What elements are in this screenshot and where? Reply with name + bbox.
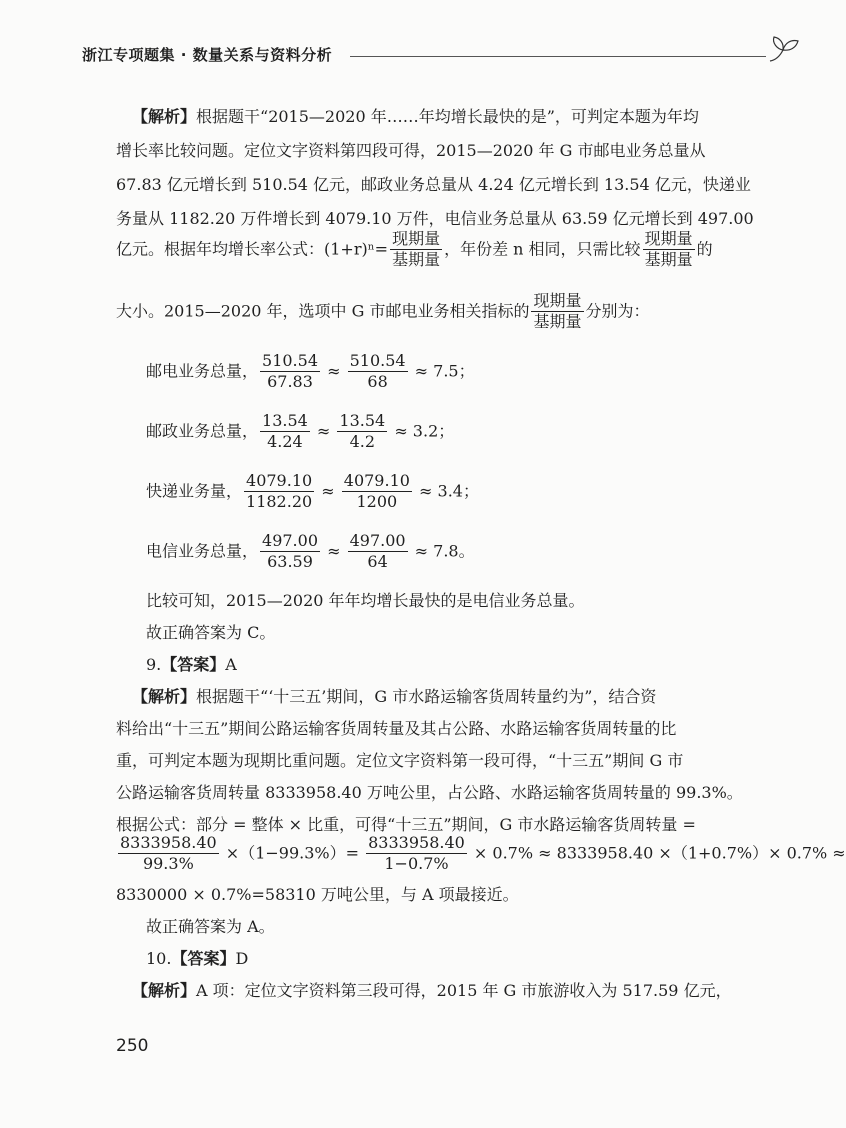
q9-line-2: 料给出“十三五”期间公路运输客货周转量及其占公路、水路运输客货周转量的比 bbox=[116, 719, 677, 738]
calc-postal-telecom: 邮电业务总量， $\frac{510.54}{67.83}$ ≈ $\frac{510.54}{68}$ ≈ 7.5； bbox=[146, 351, 475, 392]
q9-line-4: 公路运输客货周转量 8333958.40 万吨公里，占公路、水路运输客货周转量的 99.3%。 bbox=[116, 783, 743, 802]
q9-line-5: 根据公式：部分 = 整体 × 比重，可得“十三五”期间，G 市水路运输客货周转量 = bbox=[116, 815, 696, 834]
q8-answer-line: 故正确答案为 C。 bbox=[146, 623, 276, 642]
fraction-current-over-base: $\frac{\text{现期量}}{\text{基期量}}$ bbox=[533, 291, 582, 332]
q9-calc-line: $\frac{8333958.40}{99.3\%}$ ×（1−99.3%）= $\frac{8333958.40}{1-0.7\%}$ × 0.7% ≈ 8333958.40 ×（1+0.7%）× 0.7% ≈ bbox=[120, 833, 846, 874]
analysis-label: 【解析】 bbox=[132, 687, 197, 706]
calc-telecom: 电信业务总量， $\frac{497.00}{63.59}$ ≈ $\frac{497.00}{64}$ ≈ 7.8。 bbox=[146, 531, 475, 572]
header-rule bbox=[350, 56, 766, 57]
answer-label: 【答案】 bbox=[171, 949, 236, 968]
q9-answer-line: 故正确答案为 A。 bbox=[146, 917, 275, 936]
q9-answer-heading: 9.【答案】A bbox=[146, 655, 237, 674]
q10-line-1: 【解析】A 项：定位文字资料第三段可得，2015 年 G 市旅游收入为 517.59 亿元， bbox=[132, 981, 732, 1000]
page-number: 250 bbox=[116, 1036, 149, 1056]
q10-answer-heading: 10.【答案】D bbox=[146, 949, 249, 968]
calc-express: 快递业务量， $\frac{4079.10}{1182.20}$ ≈ $\frac{4079.10}{1200}$ ≈ 3.4； bbox=[146, 471, 479, 512]
running-header bbox=[82, 44, 722, 72]
sprout-icon bbox=[766, 30, 802, 64]
ratio-intro-line: 大小。2015—2020 年，选项中 G 市邮电业务相关指标的 $\frac{\text{现期量}}{\text{基期量}}$ 分别为： bbox=[116, 291, 650, 332]
q8-line-4: 务量从 1182.20 万件增长到 4079.10 万件，电信业务总量从 63.59 亿元增长到 497.00 bbox=[116, 209, 754, 228]
q8-line-1: 【解析】根据题干“2015—2020 年……年均增长最快的是”，可判定本题为年均 bbox=[132, 107, 699, 126]
q8-line-2: 增长率比较问题。定位文字资料第四段可得，2015—2020 年 G 市邮电业务总量从 bbox=[116, 141, 706, 160]
q8-conclusion: 比较可知，2015—2020 年年均增长最快的是电信业务总量。 bbox=[146, 591, 585, 610]
analysis-label: 【解析】 bbox=[132, 107, 197, 126]
q9-line-1: 【解析】根据题干“‘十三五’期间，G 市水路运输客货周转量约为”，结合资 bbox=[132, 687, 657, 706]
calc-postal: 邮政业务总量， $\frac{13.54}{4.24}$ ≈ $\frac{13.54}{4.2}$ ≈ 3.2； bbox=[146, 411, 455, 452]
fraction-current-over-base: $\frac{\text{现期量}}{\text{基期量}}$ bbox=[644, 229, 693, 270]
header-title: 浙江专项题集 · 数量关系与资料分析 bbox=[82, 46, 333, 64]
q9-result-line: 8330000 × 0.7%=58310 万吨公里，与 A 项最接近。 bbox=[116, 885, 519, 904]
fraction-current-over-base: $\frac{\text{现期量}}{\text{基期量}}$ bbox=[392, 229, 441, 270]
q8-line-3: 67.83 亿元增长到 510.54 亿元，邮政业务总量从 4.24 亿元增长到 13.54 亿元，快递业 bbox=[116, 175, 751, 194]
answer-label: 【答案】 bbox=[161, 655, 226, 674]
growth-formula-line: 亿元。根据年均增长率公式：(1+r)ⁿ= $\frac{\text{现期量}}{\text{基期量}}$ ，年份差 n 相同，只需比较 $\frac{\text{现期量}}{\text{基期量}}$ 的 bbox=[116, 229, 713, 270]
q9-line-3: 重，可判定本题为现期比重问题。定位文字资料第一段可得，“十三五”期间 G 市 bbox=[116, 751, 684, 770]
analysis-label: 【解析】 bbox=[132, 981, 197, 1000]
